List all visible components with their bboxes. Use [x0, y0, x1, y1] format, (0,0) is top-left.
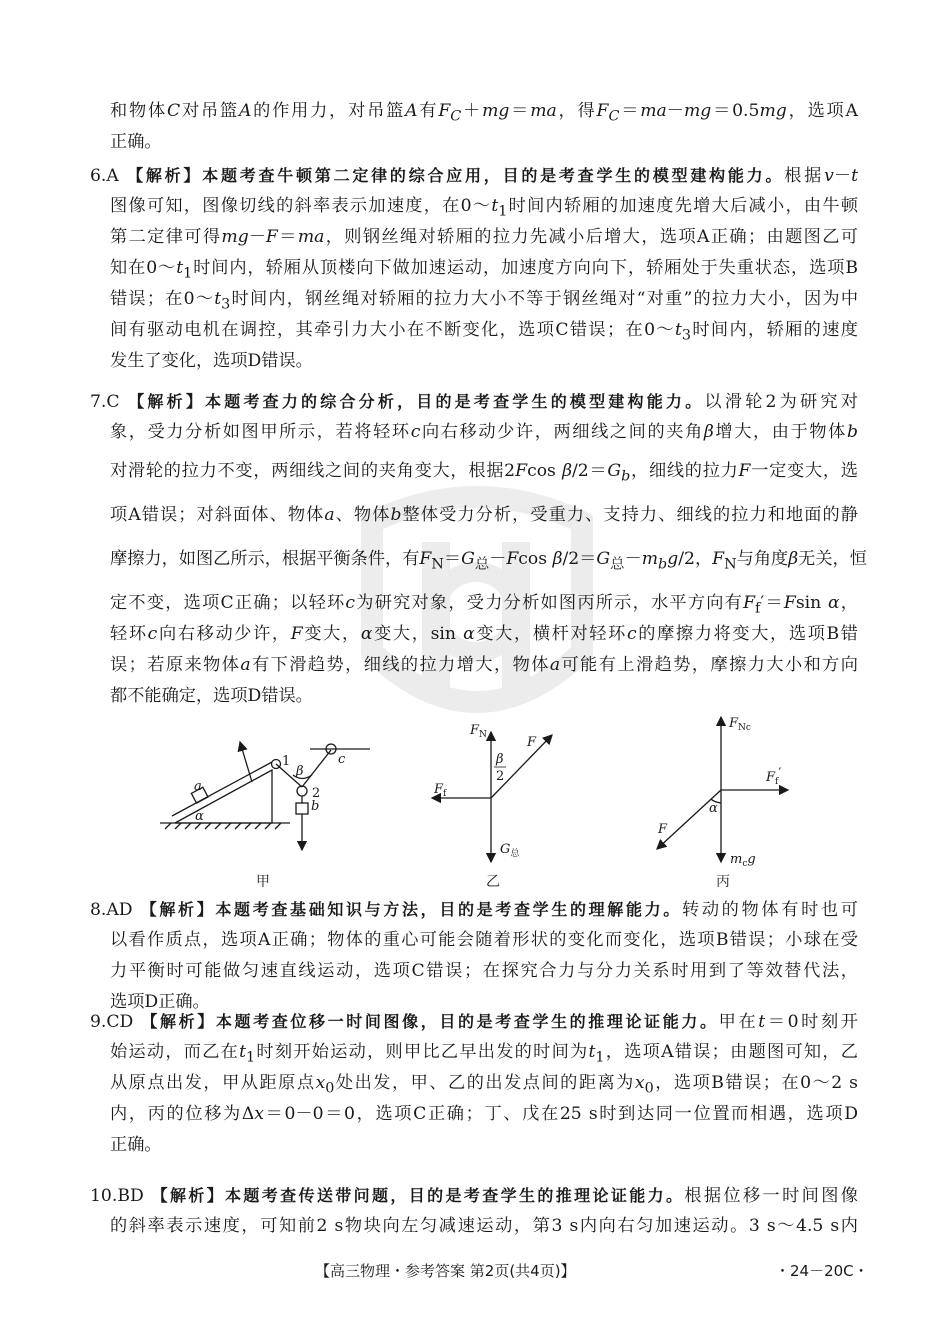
incline-body [175, 770, 272, 823]
svg-text:β: β [496, 752, 504, 767]
text-line: 始运动，而乙在$t_1$时刻开始运动，则甲比乙早出发的时间为$t_1$，选项A错误；由题图可知，乙 [110, 1042, 858, 1066]
figure-yi [432, 732, 552, 862]
svg-text:b: b [311, 799, 320, 814]
svg-text:2: 2 [496, 769, 505, 784]
figure-jia-labels [194, 752, 346, 890]
svg-text:G总: $G_总$ [500, 842, 520, 859]
text-line: 知在$0\sim t_1$时间内，轿厢从顶楼向下做加速运动，加速度方向向下，轿厢处于失重状态，选项B [110, 258, 858, 282]
svg-text:F: F [658, 822, 668, 837]
text-line: 从原点出发，甲从距原点$x_0$处出发，甲、乙的出发点间的距离为$x_0$，选项B错误；在0～2 s [110, 1073, 858, 1097]
figure-bing [657, 717, 788, 862]
text-line: 选项D正确。 [110, 992, 210, 1012]
text-line: 10.BD 【解析】本题考查传送带问题，目的是考查学生的推理论证能力。根据位移一时间图像 [90, 1186, 858, 1206]
text-line: 第二定律可得mg－F＝ma，则钢丝绳对轿厢的拉力先减小后增大，选项A正确；由题图乙可 [110, 227, 858, 247]
figure-caption-bing: 丙 [716, 874, 730, 890]
text-line: 9.CD 【解析】本题考查位移一时间图像，目的是考查学生的推理论证能力。甲在t＝0时刻开 [90, 1012, 858, 1032]
text-line: 间有驱动电机在调控，其牵引力大小在不断变化，选项C错误；在$0\sim t_3$时间内，轿厢的速度 [110, 320, 858, 344]
text-line: 项A错误；对斜面体、物体a、物体b整体受力分析，受重力、支持力、细线的拉力和地面的静 [110, 505, 858, 525]
svg-text:c: c [338, 752, 346, 767]
svg-text:a: a [194, 779, 202, 794]
svg-text:F: F [527, 735, 537, 750]
svg-text:Ff: $F_f$ [434, 782, 447, 799]
text-line: 象，受力分析如图甲所示，若将轻环c向右移动少许，两细线之间的夹角β增大，由于物体b [110, 422, 858, 442]
svg-text:mcg: $m_cg$ [730, 852, 756, 869]
text-line: 轻环c向右移动少许，F变大，α变大，sin α变大，横杆对轻环c的摩擦力将变大，选项B错 [110, 624, 858, 644]
text-line: 发生了变化，选项D错误。 [110, 351, 313, 371]
svg-text:α: α [709, 801, 718, 816]
text-line: 图像可知，图像切线的斜率表示加速度，在$0\sim t_1$时间内轿厢的加速度先增大后减小，由牛顿 [110, 196, 859, 220]
footer-page-info: 【高三物理・参考答案 第2页(共4页)】 [315, 1262, 576, 1280]
svg-text:FNc: $F_{Nc}$ [729, 716, 751, 733]
svg-text:β: β [296, 764, 304, 779]
footer-code: ・24－20C・ [775, 1262, 869, 1280]
svg-text:FN: $F_N$ [470, 723, 487, 740]
text-line: 6.A 【解析】本题考查牛顿第二定律的综合应用，目的是考查学生的模型建构能力。根据v－t [90, 166, 858, 186]
svg-text:Ff′: $F_f'$ [766, 766, 782, 787]
text-line: 的斜率表示速度，可知前2 s物块向左匀减速运动，第3 s内向右匀加速运动。3 s～4.5 s内 [110, 1216, 858, 1236]
figure-caption-yi: 乙 [486, 874, 500, 890]
text-line: 内，丙的位移为Δx＝0－0＝0，选项C正确；丁、戊在25 s时到达同一位置而相遇，选项D [110, 1104, 858, 1124]
text-line: 力平衡时可能做匀速直线运动，选项C错误；在探究合力与分力关系时用到了等效替代法， [110, 961, 858, 981]
svg-text:2: 2 [312, 786, 321, 801]
ground-hatching [165, 823, 281, 829]
text-line: 误；若原来物体a有下滑趋势，细线的拉力增大，物体a可能有上滑趋势，摩擦力大小和方向 [110, 655, 858, 675]
figure-caption-jia: 甲 [256, 874, 270, 890]
text-line: 都不能确定，选项D错误。 [110, 686, 313, 706]
text-line: 错误；在$0\sim t_3$时间内，钢丝绳对轿厢的拉力大小不等于钢丝绳对“对重”的拉力大小，因为中 [110, 289, 859, 313]
svg-text:α: α [195, 809, 204, 824]
text-line: 7.C 【解析】本题考查力的综合分析，目的是考查学生的模型建构能力。以滑轮2为研究对 [90, 392, 858, 412]
block-b [296, 803, 308, 814]
text-line: 定不变，选项C正确；以轻环c为研究对象，受力分析如图丙所示，水平方向有$F_f'=Fsin$ α， [110, 593, 858, 617]
text-line: 以看作质点，选项A正确；物体的重心可能会随着形状的变化而变化，选项B错误；小球在受 [110, 930, 858, 950]
text-line: 正确。 [110, 132, 162, 152]
pulley-2 [297, 786, 307, 796]
text-line: 对滑轮的拉力不变，两细线之间的夹角变大，根据2Fcos $\beta/2=G_b$，细线的拉力F一定变大，选 [110, 461, 858, 485]
svg-text:1: 1 [282, 754, 291, 769]
text-line: 8.AD 【解析】本题考查基础知识与方法，目的是考查学生的理解能力。转动的物体有时也可 [90, 900, 858, 920]
text-line: 和物体C对吊篮A的作用力，对吊篮A有$F_C+mg=ma$，得$F_C=ma-mg=0.5mg$，选项A [110, 101, 858, 125]
text-line: 摩擦力，如图乙所示，根据平衡条件，有$F_N=G_总-Fcos$ $\beta/2=G_总-m_bg/2$，$F_N$与角度β无关，恒 [110, 549, 867, 573]
text-line: 正确。 [110, 1135, 162, 1155]
figure-yi-labels [433, 723, 537, 890]
